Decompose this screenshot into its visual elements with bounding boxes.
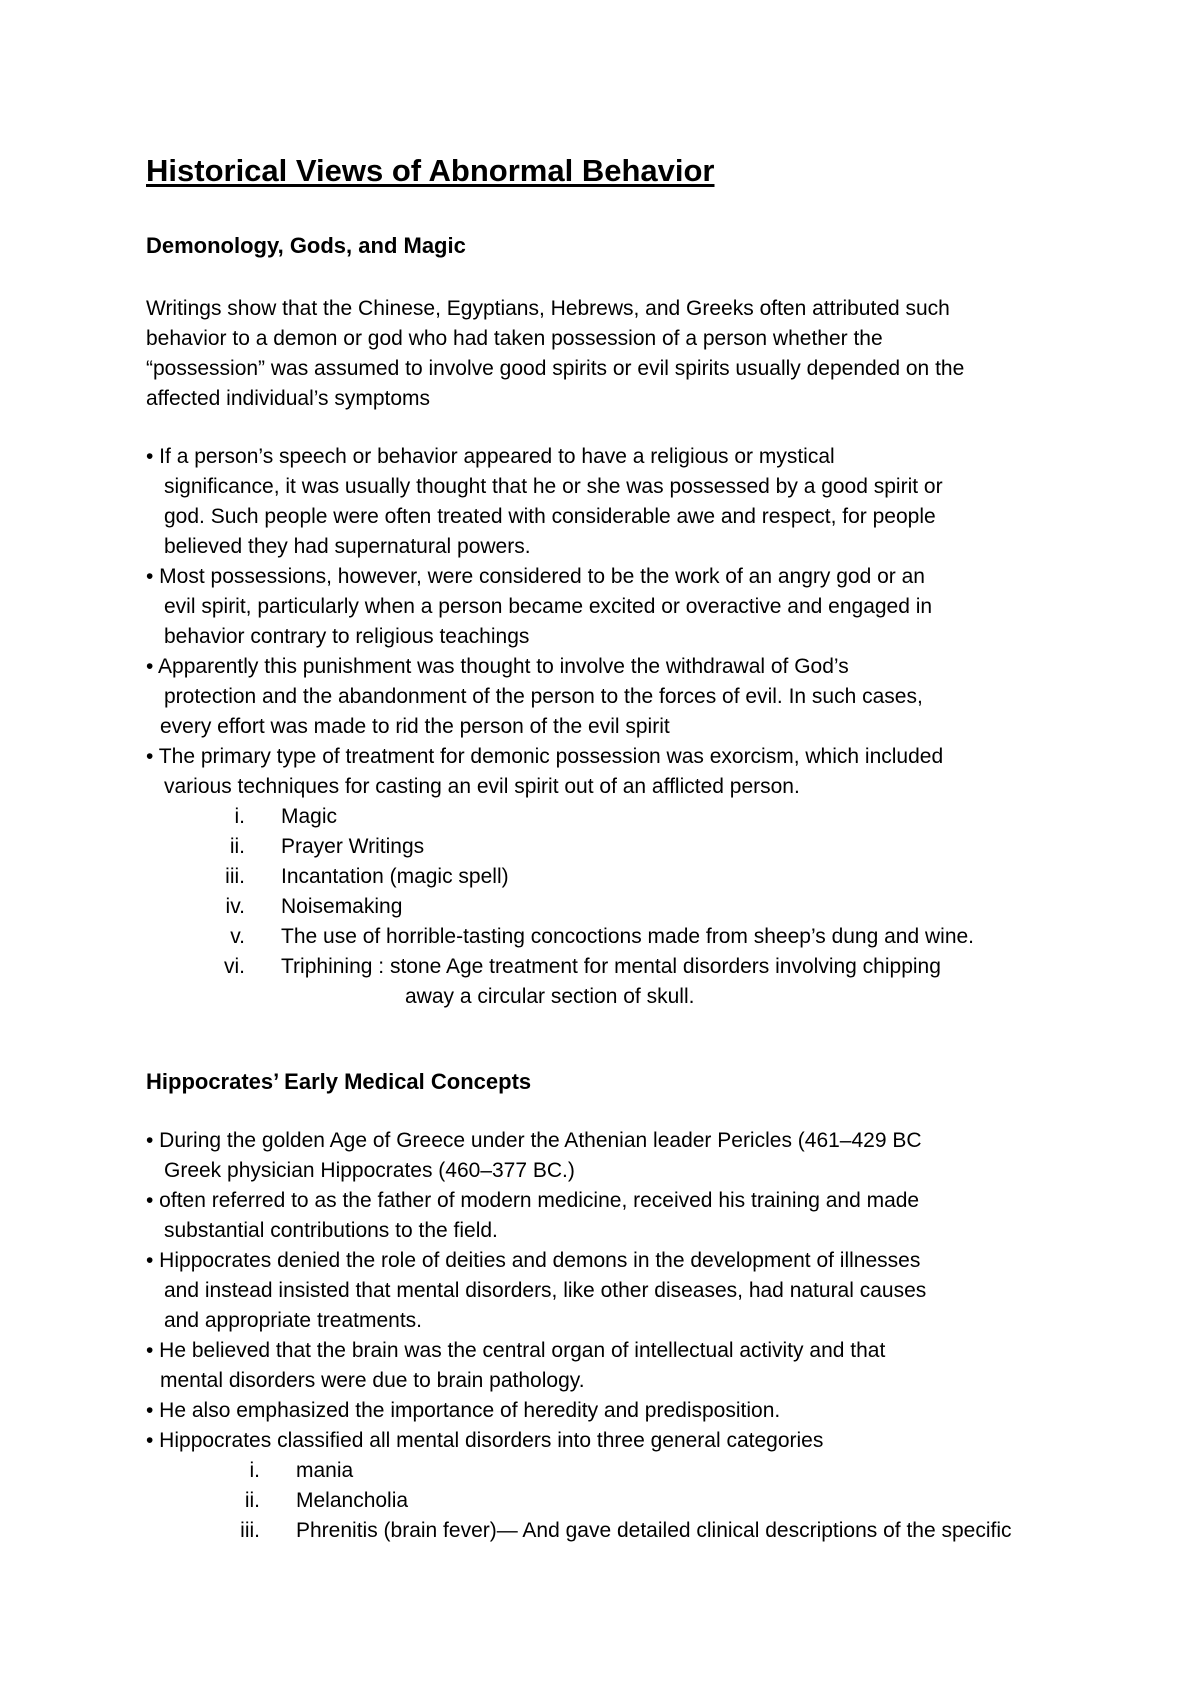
bullet-line: • Hippocrates classified all mental disorders into three general categories bbox=[146, 1429, 824, 1452]
bullet-line: mental disorders were due to brain pathology. bbox=[160, 1369, 585, 1392]
bullet-line: and appropriate treatments. bbox=[164, 1309, 422, 1332]
bullet-line: • Hippocrates denied the role of deities and demons in the development of illnesses bbox=[146, 1249, 921, 1272]
bullet-line: significance, it was usually thought that he or she was possessed by a good spirit or bbox=[164, 475, 943, 498]
page-title: Historical Views of Abnormal Behavior bbox=[146, 153, 715, 188]
bullet-line: protection and the abandonment of the person to the forces of evil. In such cases, bbox=[164, 685, 923, 708]
list-item: Magic bbox=[281, 805, 338, 828]
list-item: Noisemaking bbox=[281, 895, 403, 918]
bullet-line: • If a person’s speech or behavior appeared to have a religious or mystical bbox=[146, 445, 835, 468]
list-number: vi. bbox=[224, 955, 245, 978]
bullet-line: substantial contributions to the field. bbox=[164, 1219, 498, 1242]
list-item: mania bbox=[296, 1459, 354, 1482]
list-item: Phrenitis (brain fever)— And gave detailed clinical descriptions of the specific bbox=[296, 1519, 1012, 1542]
list-number: v. bbox=[230, 925, 245, 948]
list-number: ii. bbox=[244, 1489, 260, 1512]
bullet-line: • Apparently this punishment was thought to involve the withdrawal of God’s bbox=[146, 655, 849, 678]
list-number: iii. bbox=[240, 1519, 260, 1542]
bullet-line: • He also emphasized the importance of heredity and predisposition. bbox=[146, 1399, 781, 1422]
intro-line: “possession” was assumed to involve good spirits or evil spirits usually depended on the bbox=[146, 357, 965, 380]
intro-line: Writings show that the Chinese, Egyptians, Hebrews, and Greeks often attributed such bbox=[146, 297, 950, 320]
bullet-line: Greek physician Hippocrates (460–377 BC.) bbox=[164, 1159, 575, 1182]
list-item-continuation: away a circular section of skull. bbox=[405, 985, 695, 1008]
section-heading-hippocrates: Hippocrates’ Early Medical Concepts bbox=[146, 1069, 532, 1094]
bullet-line: every effort was made to rid the person of the evil spirit bbox=[160, 715, 670, 738]
bullet-line: god. Such people were often treated with considerable awe and respect, for people bbox=[164, 505, 936, 528]
list-item: Melancholia bbox=[296, 1489, 409, 1512]
list-number: ii. bbox=[229, 835, 245, 858]
intro-line: behavior to a demon or god who had taken possession of a person whether the bbox=[146, 327, 883, 350]
bullet-line: • He believed that the brain was the central organ of intellectual activity and that bbox=[146, 1339, 886, 1362]
list-number: i. bbox=[249, 1459, 260, 1482]
intro-line: affected individual’s symptoms bbox=[146, 387, 431, 410]
bullet-line: • The primary type of treatment for demonic possession was exorcism, which included bbox=[146, 745, 944, 768]
list-item: Triphining : stone Age treatment for mental disorders involving chipping bbox=[281, 955, 941, 978]
list-item: The use of horrible-tasting concoctions made from sheep’s dung and wine. bbox=[281, 925, 975, 948]
bullet-line: • During the golden Age of Greece under the Athenian leader Pericles (461–429 BC bbox=[146, 1129, 922, 1152]
list-number: iii. bbox=[225, 865, 245, 888]
list-number: iv. bbox=[225, 895, 245, 918]
bullet-line: and instead insisted that mental disorders, like other diseases, had natural causes bbox=[164, 1279, 927, 1302]
section-heading-demonology: Demonology, Gods, and Magic bbox=[146, 233, 466, 258]
bullet-line: evil spirit, particularly when a person became excited or overactive and engaged in bbox=[164, 595, 933, 618]
list-item: Incantation (magic spell) bbox=[281, 865, 509, 888]
bullet-line: various techniques for casting an evil spirit out of an afflicted person. bbox=[164, 775, 800, 798]
bullet-line: behavior contrary to religious teachings bbox=[164, 625, 530, 648]
bullet-line: • often referred to as the father of modern medicine, received his training and made bbox=[146, 1189, 920, 1212]
list-number: i. bbox=[234, 805, 245, 828]
list-item: Prayer Writings bbox=[281, 835, 425, 858]
bullet-line: believed they had supernatural powers. bbox=[164, 535, 531, 558]
bullet-line: • Most possessions, however, were considered to be the work of an angry god or an bbox=[146, 565, 925, 588]
